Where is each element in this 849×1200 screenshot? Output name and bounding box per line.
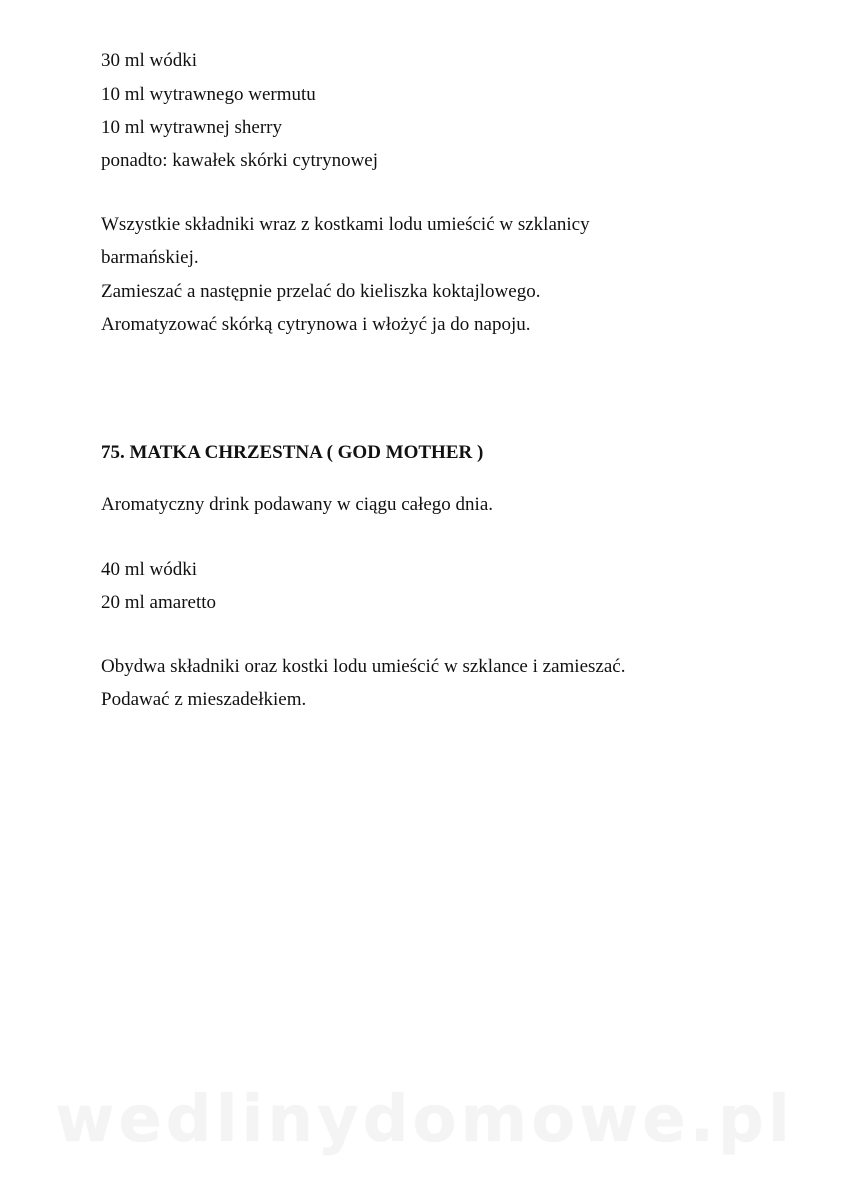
ingredient-line: 20 ml amaretto [101, 592, 217, 613]
instruction-line: Aromatyzować skórką cytrynowa i włożyć ja do napoju. [101, 314, 531, 335]
instruction-line: Zamieszać a następnie przelać do kieliszka koktajlowego. [101, 281, 541, 302]
recipe-description: Aromatyczny drink podawany w ciągu całego dnia. [101, 494, 494, 515]
recipe-title: 75. MATKA CHRZESTNA ( GOD MOTHER ) [101, 442, 484, 463]
ingredient-line: 40 ml wódki [101, 559, 198, 580]
instruction-line: Wszystkie składniki wraz z kostkami lodu umieścić w szklanicy [101, 214, 590, 235]
ingredient-line: ponadto: kawałek skórki cytrynowej [101, 150, 379, 171]
ingredient-line: 30 ml wódki [101, 50, 198, 71]
instruction-line: Podawać z mieszadełkiem. [101, 689, 307, 710]
instruction-line: Obydwa składniki oraz kostki lodu umieścić w szklance i zamieszać. [101, 656, 626, 677]
ingredient-line: 10 ml wytrawnego wermutu [101, 84, 316, 105]
watermark: wedlinydomowe.pl [55, 1083, 794, 1157]
instruction-line: barmańskiej. [101, 247, 199, 268]
ingredient-line: 10 ml wytrawnej sherry [101, 117, 282, 138]
